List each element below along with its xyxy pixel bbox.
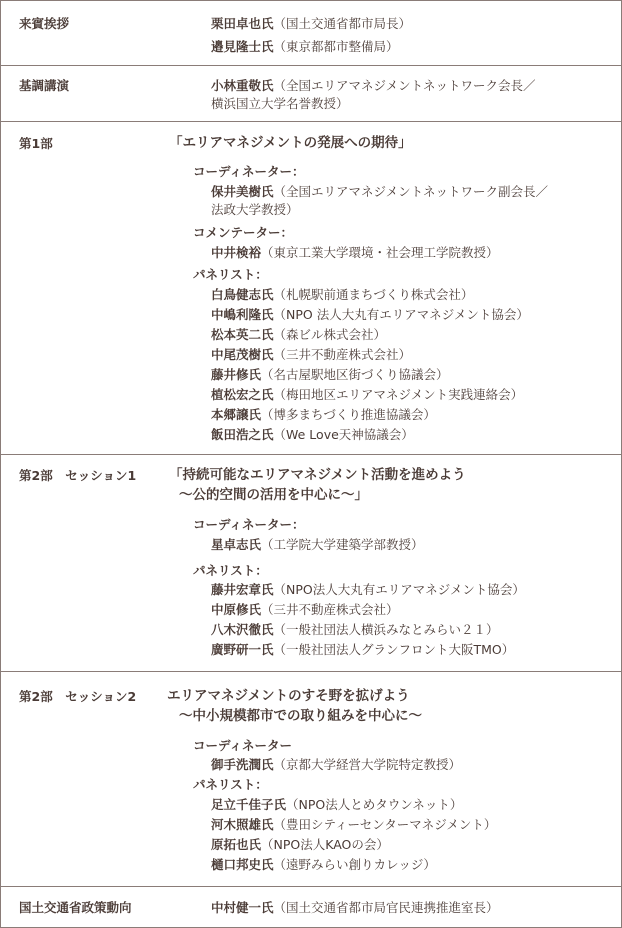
part1-label: 第1部 <box>19 136 53 151</box>
part1-commentator-label: コメンテーター： <box>193 225 294 240</box>
panelist-row: 白鳥健志氏（札幌駅前通まちづくり株式会社） <box>211 287 474 302</box>
keynote-affil-line2: 横浜国立大学名誉教授） <box>211 96 349 111</box>
part2a-panelist-label: パネリスト： <box>193 563 268 578</box>
divider <box>1 886 621 887</box>
keynote-speaker: 小林重敬氏（全国エリアマネジメントネットワーク会長／ <box>211 78 536 93</box>
part2b-label: 第2部 セッション2 <box>19 689 137 704</box>
part1-panelist-label: パネリスト： <box>193 267 268 282</box>
panelist-row: 藤井修氏（名古屋駅地区街づくり協議会） <box>211 367 449 382</box>
divider <box>1 454 621 455</box>
panelist-row: 足立千佳子氏（NPO法人とめタウンネット） <box>211 797 463 812</box>
keynote-label: 基調講演 <box>19 78 70 93</box>
panelist-row: 八木沢徹氏（一般社団法人横浜みなとみらい２１） <box>211 622 499 637</box>
guest-row: 栗田卓也氏（国土交通省都市局長） <box>211 16 412 31</box>
part2b-title-line1: エリアマネジメントのすそ野を拡げよう <box>167 688 410 704</box>
part2b-panelist-label: パネリスト： <box>193 777 268 792</box>
part1-title: 「エリアマネジメントの発展への期待」 <box>169 135 412 151</box>
panelist-row: 本郷譲氏（博多まちづくり推進協議会） <box>211 407 436 422</box>
panelist-row: 松本英二氏（森ビル株式会社） <box>211 327 387 342</box>
part1-coordinator-label: コーディネーター： <box>193 164 305 179</box>
divider <box>1 121 621 122</box>
part2a-title-line2: ～公的空間の活用を中心に～」 <box>179 487 368 503</box>
part1-coordinator-affil-line2: 法政大学教授） <box>211 202 299 217</box>
part1-commentator: 中井検裕（東京工業大学環境・社会理工学院教授） <box>211 245 499 260</box>
panelist-row: 中尾茂樹氏（三井不動産株式会社） <box>211 347 412 362</box>
divider <box>1 671 621 672</box>
panelist-row: 中嶋利隆氏（NPO 法人大丸有エリアマネジメント協会） <box>211 307 529 322</box>
guests-label: 来賓挨拶 <box>19 16 70 31</box>
panelist-row: 河木照雄氏（豊田シティーセンターマネジメント） <box>211 817 497 832</box>
policy-label: 国土交通省政策動向 <box>19 900 132 915</box>
part2a-label: 第2部 セッション1 <box>19 468 137 483</box>
panelist-row: 飯田浩之氏（We Love天神協議会） <box>211 427 414 442</box>
part2a-coordinator-label: コーディネーター： <box>193 517 305 532</box>
divider <box>1 65 621 66</box>
panelist-row: 廣野研一氏（一般社団法人グランフロント大阪TMO） <box>211 642 515 657</box>
panelist-row: 植松宏之氏（梅田地区エリアマネジメント実践連絡会） <box>211 387 524 402</box>
guest-row: 邉見隆士氏（東京都都市整備局） <box>211 39 399 54</box>
part1-coordinator: 保井美樹氏（全国エリアマネジメントネットワーク副会長／ <box>211 184 549 199</box>
part2a-coordinator: 星卓志氏（工学院大学建築学部教授） <box>211 537 424 552</box>
panelist-row: 原拓也氏（NPO法人KAOの会） <box>211 837 389 852</box>
panelist-row: 中原修氏（三井不動産株式会社） <box>211 602 399 617</box>
part2b-coordinator-label: コーディネーター <box>193 738 293 753</box>
part2b-coordinator: 御手洗潤氏（京都大学経営大学院特定教授） <box>211 757 462 772</box>
part2a-title-line1: 「持続可能なエリアマネジメント活動を進めよう <box>169 467 466 483</box>
panelist-row: 藤井宏章氏（NPO法人大丸有エリアマネジメント協会） <box>211 582 525 597</box>
policy-speaker: 中村健一氏（国土交通省都市局官民連携推進室長） <box>211 900 499 915</box>
part2b-title-line2: ～中小規模都市での取り組みを中心に～ <box>179 708 422 724</box>
panelist-row: 樋口邦史氏（遠野みらい創りカレッジ） <box>211 857 436 872</box>
